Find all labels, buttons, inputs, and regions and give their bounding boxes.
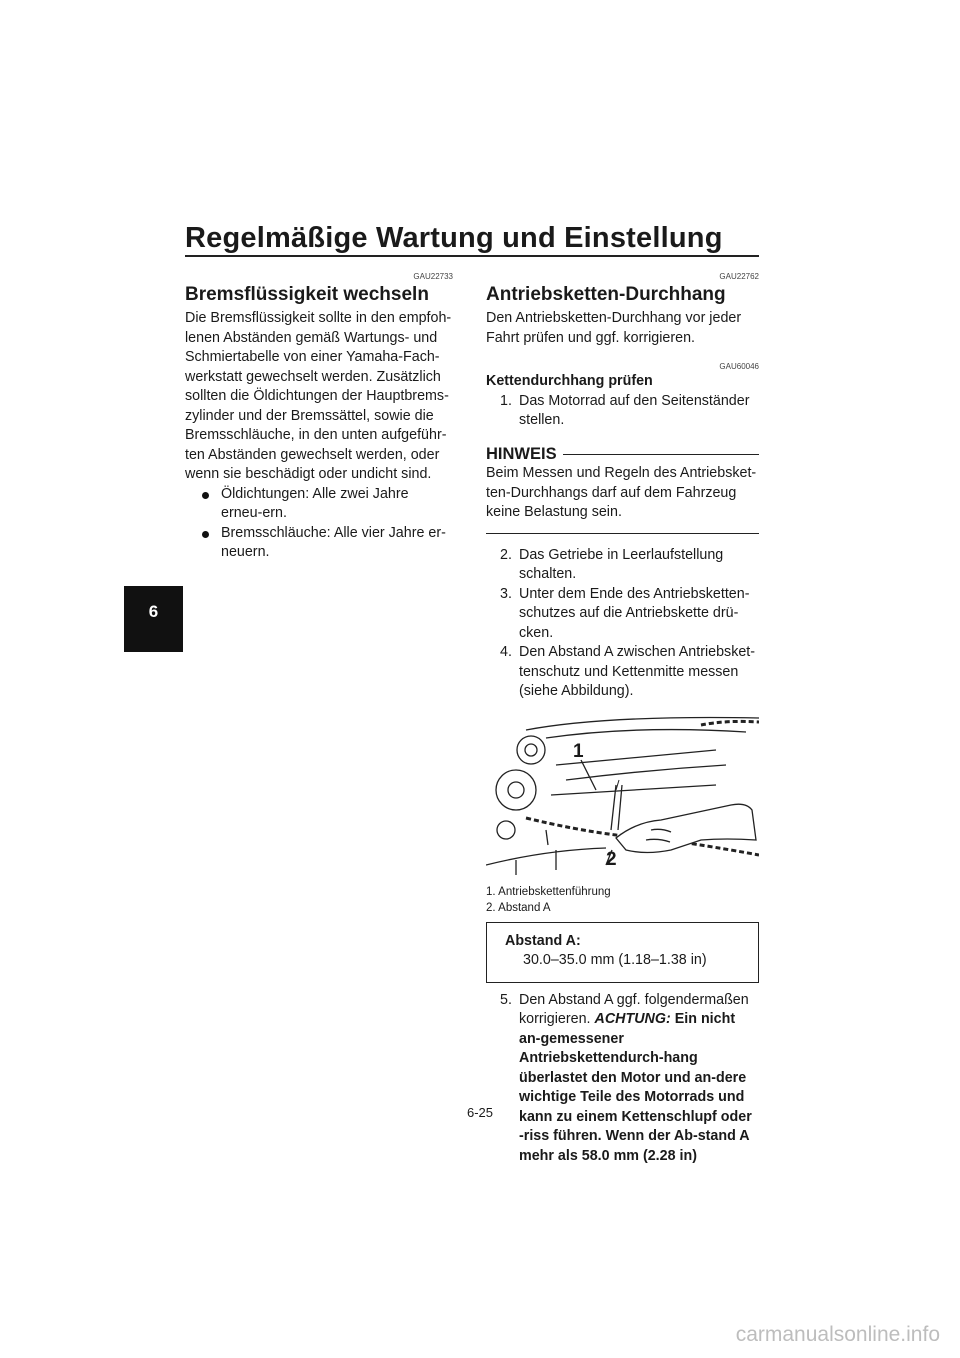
step-list: [486, 546, 759, 702]
step-item: 3. Unter dem Ende des Antriebsketten-schutzes auf die Antriebskette drü-cken.: [500, 585, 750, 641]
list-item: Öldichtungen: Alle zwei Jahre erneu-ern.: [185, 485, 453, 524]
note-text: Beim Messen und Regeln des Antriebsket-ten-Durchhangs darf auf dem Fahrzeug keine Belastung sein.: [486, 465, 757, 520]
step-text: Den Abstand A ggf. folgendermaßen korrigieren.: [519, 991, 749, 1027]
bullet-icon: [202, 531, 209, 538]
step-item: 1. Das Motorrad auf den Seitenständer stellen.: [500, 392, 750, 428]
step-list: [486, 392, 759, 431]
note-title: HINWEIS: [486, 444, 557, 463]
caution-label: ACHTUNG:: [594, 1011, 671, 1027]
left-column: [185, 272, 453, 563]
spec-value: 30.0–35.0 mm (1.18–1.38 in): [523, 952, 707, 968]
right-column: [486, 272, 759, 1166]
title-rule: [185, 255, 759, 257]
caution-text: Ein nicht an-gemessener Antriebskettendurch-hang überlastet den Motor und an-dere wichtige Teile des Motorrads und kann zu einem Kettenschlupf oder -riss führen. Wenn der Ab-stand A mehr als 58.0 mm (2.28 in): [519, 1011, 752, 1164]
note-header: [486, 445, 759, 465]
figure-caption: 1. Antriebskettenführung: [486, 885, 611, 898]
step-item: 5. Den Abstand A ggf. folgendermaßen korrigieren. ACHTUNG: Ein nicht an-gemessener Antriebskettendurch-hang überlastet den Motor und an-dere wichtige Teile des Motorrads und kann zu einem Kettenschlupf oder -riss führen. Wenn der Ab-stand A mehr als 58.0 mm (2.28 in): [500, 991, 752, 1164]
bullet-icon: [202, 492, 209, 499]
list-item: Bremsschläuche: Alle vier Jahre er-neuern.: [185, 524, 453, 563]
page-number: 6-25: [466, 1105, 494, 1120]
chain-slack-illustration: [486, 710, 759, 882]
figure-label-2: 2: [606, 848, 617, 870]
spec-label: Abstand A:: [505, 932, 581, 949]
note-rule: [563, 454, 759, 455]
subsection-code: GAU60046: [719, 362, 759, 371]
subsection-heading: Kettendurchhang prüfen: [486, 373, 653, 389]
bullet-list: [185, 485, 453, 563]
step-list: [486, 991, 759, 1167]
watermark: carmanualsonline.info: [735, 1323, 940, 1346]
section-code: GAU22762: [719, 272, 759, 281]
section-heading: Antriebsketten-Durchhang: [486, 284, 726, 305]
note-end-rule: [486, 533, 759, 534]
chain-illustration-drawing: [486, 710, 759, 882]
step-item: 2. Das Getriebe in Leerlaufstellung schalten.: [500, 546, 724, 582]
step-item: 4. Den Abstand A zwischen Antriebsket-tenschutz und Kettenmitte messen (siehe Abbildung).: [500, 644, 756, 699]
figure-caption: 2. Abstand A: [486, 901, 551, 914]
section-code: GAU22733: [413, 272, 453, 281]
chapter-tab: 6: [124, 586, 183, 652]
section-intro: Den Antriebsketten-Durchhang vor jeder Fahrt prüfen und ggf. korrigieren.: [486, 310, 742, 346]
page-title: Regelmäßige Wartung und Einstellung: [185, 222, 723, 254]
figure-label-1: 1: [573, 740, 584, 762]
figure-captions: [486, 884, 759, 916]
section-paragraph: Die Bremsflüssigkeit sollte in den empfoh-lenen Abständen gemäß Wartungs- und Schmiertabelle von einer Yamaha-Fach-werkstatt gewechselt werden. Zusätzlich sollten die Öldichtungen der Hauptbrems-zylinder und der Bremssättel, sowie die Bremsschläuche, in den unten aufgeführ-ten Abständen gewechselt werden, oder wenn sie beschädigt oder undicht sind.: [185, 310, 452, 482]
section-heading: Bremsflüssigkeit wechseln: [185, 284, 429, 305]
spec-box: [486, 922, 759, 983]
